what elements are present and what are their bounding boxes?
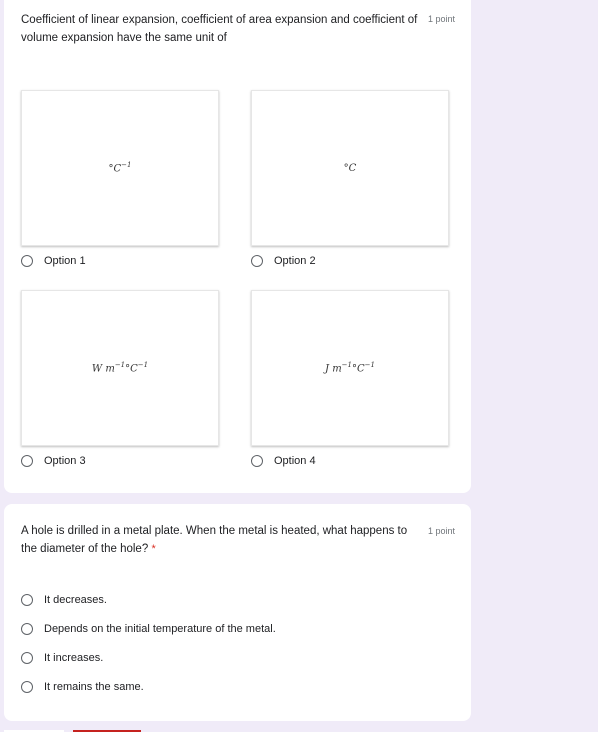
option-3-formula: W $m^{-1}^\circ C^{-1}$ (91, 361, 149, 375)
answer-option-2-label: Depends on the initial temperature of the metal. (44, 623, 276, 635)
required-asterisk: * (151, 543, 156, 555)
option-3-radio[interactable] (21, 455, 33, 467)
answer-option-3-radio[interactable] (21, 652, 33, 664)
answer-option-1-label: It decreases. (44, 594, 107, 606)
question-2-text: A hole is drilled in a metal plate. When the metal is heated, what happens to the diameter of the hole? * (21, 525, 408, 555)
option-1-radio[interactable] (21, 255, 33, 267)
question-card-1 (4, 0, 471, 493)
answer-option-4-radio[interactable] (21, 681, 33, 693)
answer-option-1-radio[interactable] (21, 594, 33, 606)
answer-option-4[interactable] (21, 681, 144, 693)
option-2[interactable] (251, 255, 316, 267)
option-4[interactable] (251, 455, 316, 467)
option-3-image[interactable] (21, 290, 219, 446)
option-3-label: Option 3 (44, 455, 86, 467)
option-2-image[interactable] (251, 90, 449, 246)
answer-option-3[interactable] (21, 652, 103, 664)
option-2-radio[interactable] (251, 255, 263, 267)
option-2-label: Option 2 (274, 255, 316, 267)
answer-option-4-label: It remains the same. (44, 681, 144, 693)
option-4-image[interactable] (251, 290, 449, 446)
question-card-2 (4, 504, 471, 721)
question-1-text: Coefficient of linear expansion, coefficient of area expansion and coefficient of volume expansion have the same unit of (21, 14, 418, 44)
option-2-formula: °C (343, 162, 357, 174)
option-4-radio[interactable] (251, 455, 263, 467)
option-4-formula: J $m^{-1}^\circ C^{-1}$ (325, 361, 375, 375)
option-1-formula: $^\circ C^{-1}$ (108, 161, 132, 175)
option-1-label: Option 1 (44, 255, 86, 267)
option-1[interactable] (21, 255, 86, 267)
option-3[interactable] (21, 455, 86, 467)
answer-option-2-radio[interactable] (21, 623, 33, 635)
answer-option-1[interactable] (21, 594, 107, 606)
answer-option-3-label: It increases. (44, 652, 104, 664)
question-2-points: 1 point (427, 526, 455, 536)
question-1-points: 1 point (427, 14, 455, 24)
option-4-label: Option 4 (274, 455, 316, 467)
answer-option-2[interactable] (21, 623, 276, 635)
option-1-image[interactable] (21, 90, 219, 246)
